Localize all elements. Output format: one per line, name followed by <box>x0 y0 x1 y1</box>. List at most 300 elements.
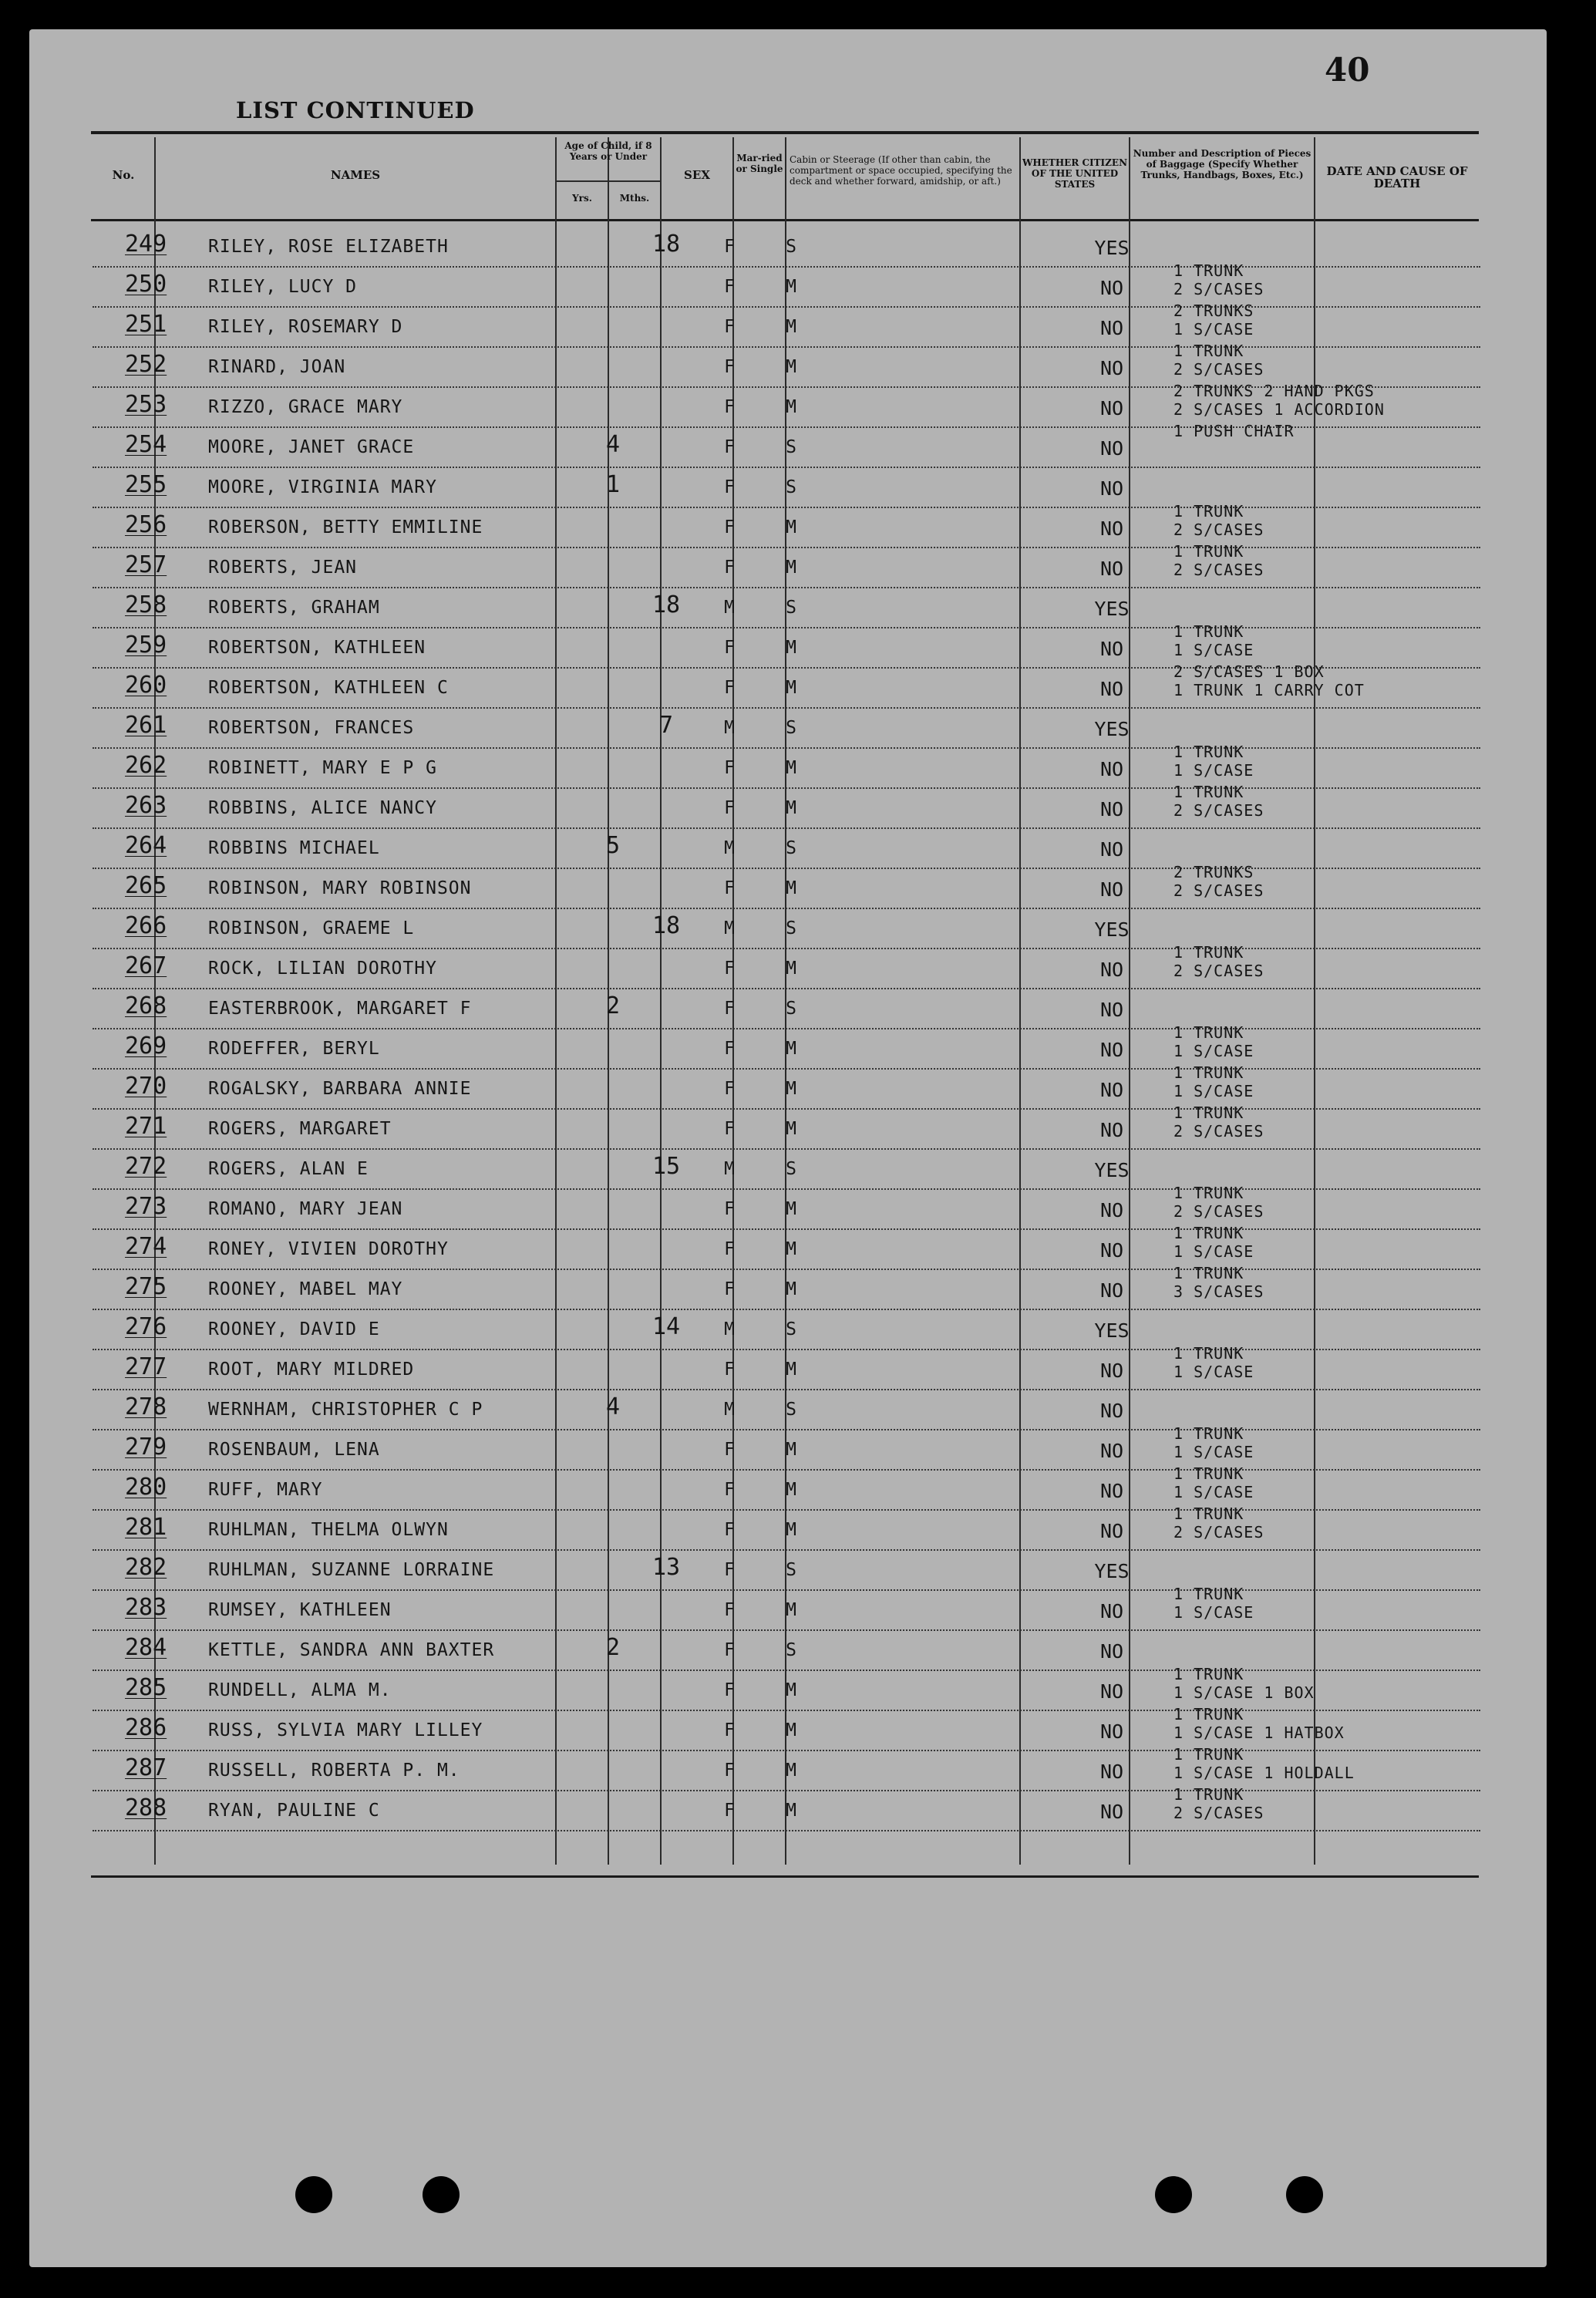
baggage-line: 2 S/CASES <box>1173 360 1264 379</box>
baggage-description <box>1173 1105 1264 1139</box>
marital-status: M <box>786 1520 796 1540</box>
age-years: 5 <box>605 832 621 859</box>
marital-status: M <box>786 878 796 898</box>
passenger-number: 274 <box>125 1233 167 1260</box>
marital-status: S <box>786 598 796 618</box>
citizen-status: NO <box>1099 758 1124 780</box>
baggage-line: 2 S/CASES <box>1173 1804 1264 1822</box>
citizen-status: NO <box>1099 1600 1124 1622</box>
passenger-number: 255 <box>125 471 167 498</box>
passenger-name: KETTLE, SANDRA ANN BAXTER <box>208 1640 495 1660</box>
age-separator <box>557 180 660 182</box>
passenger-number: 264 <box>125 832 167 859</box>
citizen-status: NO <box>1099 638 1124 660</box>
passenger-name: RUNDELL, ALMA M. <box>208 1680 392 1700</box>
baggage-line: 1 TRUNK <box>1173 342 1244 360</box>
marital-status: S <box>786 838 796 858</box>
passenger-name: ROBINSON, GRAEME L <box>208 918 415 938</box>
table-row <box>93 1184 1480 1230</box>
baggage-line: 1 S/CASE 1 BOX <box>1173 1683 1315 1702</box>
passenger-name: MOORE, VIRGINIA MARY <box>208 477 437 497</box>
passenger-name: ROBERTSON, FRANCES <box>208 718 415 738</box>
table-row <box>93 1665 1480 1711</box>
table-row <box>93 1023 1480 1070</box>
citizen-status: NO <box>1099 1761 1124 1783</box>
passenger-number: 265 <box>125 872 167 899</box>
marital-status: M <box>786 1600 796 1620</box>
sex: F <box>724 1720 735 1740</box>
passenger-name: RUMSEY, KATHLEEN <box>208 1600 392 1620</box>
marital-status: M <box>786 638 796 658</box>
table-row <box>93 261 1480 308</box>
sex: M <box>724 918 735 938</box>
passenger-number: 254 <box>125 431 167 458</box>
baggage-description <box>1173 1586 1254 1620</box>
table-bottom-rule <box>91 1875 1479 1878</box>
table-row <box>93 863 1480 909</box>
passenger-name: ROBERTS, JEAN <box>208 558 358 578</box>
passenger-number: 251 <box>125 311 167 338</box>
baggage-description <box>1173 383 1385 417</box>
citizen-status: NO <box>1099 1079 1124 1101</box>
citizen-status: NO <box>1099 437 1124 460</box>
marital-status: M <box>786 397 796 417</box>
passenger-number: 266 <box>125 912 167 939</box>
passenger-name: RUSSELL, ROBERTA P. M. <box>208 1761 460 1781</box>
header-cabin: Cabin or Steerage (If other than cabin, the compartment or space occupied, specifying the deck and whether forward, amidship, or aft.) <box>790 154 1012 187</box>
header-mths: Mths. <box>619 193 650 204</box>
passenger-number: 282 <box>125 1554 167 1581</box>
passenger-name: ROBERTSON, KATHLEEN <box>208 638 426 658</box>
header-married: Mar-ried or Single <box>736 153 783 174</box>
passenger-name: RUHLMAN, SUZANNE LORRAINE <box>208 1560 495 1580</box>
header-baggage: Number and Description of Pieces of Baggage (Specify Whether Trunks, Handbags, Boxes, Etc.) <box>1133 148 1311 180</box>
table-row <box>93 1224 1480 1270</box>
citizen-status: NO <box>1099 1400 1124 1422</box>
baggage-line: 2 S/CASES <box>1173 561 1264 579</box>
sex: F <box>724 1761 735 1781</box>
passenger-name: ROONEY, MABEL MAY <box>208 1279 403 1299</box>
marital-status: M <box>786 558 796 578</box>
table-row <box>93 1344 1480 1390</box>
passenger-name: ROMANO, MARY JEAN <box>208 1199 403 1219</box>
sex: F <box>724 878 735 898</box>
marital-status: S <box>786 237 796 257</box>
marital-status: S <box>786 477 796 497</box>
baggage-description <box>1173 1747 1355 1781</box>
passenger-name: ROBERTSON, KATHLEEN C <box>208 678 449 698</box>
passenger-number: 250 <box>125 271 167 298</box>
table-row <box>93 783 1480 829</box>
citizen-status: NO <box>1099 357 1124 379</box>
sex: F <box>724 1119 735 1139</box>
baggage-line: 1 TRUNK <box>1173 1424 1244 1443</box>
passenger-name: ROBERSON, BETTY EMMILINE <box>208 517 483 537</box>
sex: F <box>724 1360 735 1380</box>
citizen-status: NO <box>1099 1680 1124 1703</box>
baggage-description <box>1173 544 1264 578</box>
baggage-line: 1 S/CASE 1 HOLDALL <box>1173 1764 1355 1782</box>
passenger-name: ROGALSKY, BARBARA ANNIE <box>208 1079 472 1099</box>
baggage-description <box>1173 303 1254 337</box>
baggage-description <box>1173 784 1264 818</box>
table-row <box>93 1549 1480 1591</box>
passenger-name: RUHLMAN, THELMA OLWYN <box>208 1520 449 1540</box>
marital-status: M <box>786 1199 796 1219</box>
baggage-line: 1 TRUNK <box>1173 1104 1244 1122</box>
marital-status: S <box>786 918 796 938</box>
baggage-line: 2 S/CASES <box>1173 521 1264 539</box>
passenger-number: 277 <box>125 1353 167 1380</box>
table-row <box>93 908 1480 949</box>
sex: F <box>724 1640 735 1660</box>
baggage-line: 1 TRUNK <box>1173 542 1244 561</box>
passenger-name: RILEY, ROSEMARY D <box>208 317 403 337</box>
baggage-line: 1 PUSH CHAIR <box>1173 422 1295 440</box>
header-sex: SEX <box>684 168 710 182</box>
passenger-number: 260 <box>125 672 167 699</box>
table-row <box>93 1585 1480 1631</box>
header-top-rule <box>91 131 1479 134</box>
marital-status: M <box>786 1761 796 1781</box>
passenger-name: RILEY, ROSE ELIZABETH <box>208 237 449 257</box>
sex: F <box>724 517 735 537</box>
sex: M <box>724 1319 735 1339</box>
citizen-status: NO <box>1099 1279 1124 1302</box>
citizen-status: YES <box>1094 718 1130 740</box>
baggage-line: 1 TRUNK <box>1173 1504 1244 1523</box>
sex: M <box>724 838 735 858</box>
passenger-number: 253 <box>125 391 167 418</box>
baggage-line: 1 TRUNK <box>1173 1464 1244 1483</box>
baggage-description <box>1173 504 1264 537</box>
passenger-number: 249 <box>125 231 167 258</box>
citizen-status: NO <box>1099 1801 1124 1823</box>
baggage-line: 2 S/CASES <box>1173 280 1264 298</box>
passenger-number: 283 <box>125 1594 167 1621</box>
citizen-status: NO <box>1099 798 1124 820</box>
baggage-description <box>1173 1025 1254 1059</box>
passenger-number: 258 <box>125 591 167 618</box>
age-months: 18 <box>652 912 681 939</box>
sex: M <box>724 1159 735 1179</box>
sex: F <box>724 477 735 497</box>
passenger-number: 257 <box>125 551 167 578</box>
passenger-name: ROBBINS MICHAEL <box>208 838 380 858</box>
citizen-status: NO <box>1099 1440 1124 1462</box>
sex: F <box>724 959 735 979</box>
baggage-description <box>1173 1666 1315 1700</box>
citizen-status: NO <box>1099 277 1124 299</box>
header-no: No. <box>112 168 135 182</box>
table-row <box>93 1705 1480 1751</box>
citizen-status: NO <box>1099 1640 1124 1663</box>
baggage-line: 1 TRUNK <box>1173 783 1244 801</box>
passenger-number: 263 <box>125 792 167 819</box>
passenger-name: RIZZO, GRACE MARY <box>208 397 403 417</box>
table-row <box>93 1464 1480 1511</box>
marital-status: M <box>786 357 796 377</box>
marital-status: S <box>786 718 796 738</box>
baggage-description <box>1173 1466 1254 1500</box>
baggage-line: 1 S/CASE <box>1173 1242 1254 1261</box>
marital-status: M <box>786 1119 796 1139</box>
marital-status: S <box>786 437 796 457</box>
age-years: 1 <box>605 471 621 498</box>
passenger-name: RINARD, JOAN <box>208 357 346 377</box>
sex: M <box>724 718 735 738</box>
table-row <box>93 422 1480 468</box>
baggage-line: 1 TRUNK <box>1173 1264 1244 1282</box>
binder-hole <box>295 2176 332 2213</box>
marital-status: M <box>786 517 796 537</box>
sex: F <box>724 999 735 1019</box>
passenger-number: 286 <box>125 1714 167 1741</box>
baggage-description <box>1173 423 1295 442</box>
baggage-line: 2 S/CASES <box>1173 881 1264 900</box>
header-names: NAMES <box>330 168 381 182</box>
citizen-status: NO <box>1099 999 1124 1021</box>
baggage-description <box>1173 945 1264 979</box>
binder-hole <box>1286 2176 1323 2213</box>
baggage-line: 1 TRUNK <box>1173 1344 1244 1363</box>
baggage-line: 1 S/CASE <box>1173 761 1254 780</box>
page-number: 40 <box>1325 51 1370 89</box>
baggage-description <box>1173 1225 1254 1259</box>
passenger-number: 279 <box>125 1434 167 1461</box>
table-row <box>93 988 1480 1029</box>
table-row <box>93 1745 1480 1791</box>
marital-status: M <box>786 678 796 698</box>
passenger-number: 268 <box>125 992 167 1019</box>
baggage-description <box>1173 1426 1254 1460</box>
sex: M <box>724 1400 735 1420</box>
passenger-number: 285 <box>125 1674 167 1701</box>
baggage-line: 1 S/CASE <box>1173 1363 1254 1381</box>
baggage-line: 1 S/CASE <box>1173 641 1254 659</box>
marital-status: S <box>786 1159 796 1179</box>
passenger-name: ROBBINS, ALICE NANCY <box>208 798 437 818</box>
citizen-status: NO <box>1099 558 1124 580</box>
header-death: DATE AND CAUSE OF DEATH <box>1326 164 1468 190</box>
sex: F <box>724 678 735 698</box>
sex: F <box>724 357 735 377</box>
age-years: 2 <box>605 992 621 1019</box>
sex: F <box>724 317 735 337</box>
sex: F <box>724 1079 735 1099</box>
passenger-number: 262 <box>125 752 167 779</box>
table-row <box>93 1424 1480 1471</box>
citizen-status: NO <box>1099 517 1124 540</box>
table-row <box>93 502 1480 548</box>
header-yrs: Yrs. <box>572 193 592 204</box>
table-row <box>93 1264 1480 1310</box>
marital-status: M <box>786 1680 796 1700</box>
passenger-number: 252 <box>125 351 167 378</box>
baggage-description <box>1173 1506 1264 1540</box>
table-row <box>93 1309 1480 1350</box>
citizen-status: NO <box>1099 838 1124 861</box>
citizen-status: NO <box>1099 1199 1124 1221</box>
citizen-status: YES <box>1094 598 1130 620</box>
passenger-number: 276 <box>125 1313 167 1340</box>
citizen-status: NO <box>1099 1039 1124 1061</box>
marital-status: M <box>786 1039 796 1059</box>
citizen-status: YES <box>1094 237 1130 259</box>
sex: F <box>724 1801 735 1821</box>
age-months: 13 <box>652 1554 681 1581</box>
baggage-line: 1 S/CASE <box>1173 320 1254 339</box>
baggage-line: 1 TRUNK <box>1173 261 1244 280</box>
age-months: 18 <box>652 591 681 618</box>
passenger-number: 269 <box>125 1033 167 1060</box>
baggage-line: 2 S/CASES 1 BOX <box>1173 662 1325 681</box>
passenger-number: 270 <box>125 1073 167 1100</box>
citizen-status: NO <box>1099 317 1124 339</box>
citizen-status: YES <box>1094 918 1130 941</box>
citizen-status: NO <box>1099 1720 1124 1743</box>
header-age: Age of Child, if 8 Years or Under <box>564 140 652 162</box>
sex: F <box>724 1279 735 1299</box>
baggage-description <box>1173 1185 1264 1219</box>
sex: F <box>724 758 735 778</box>
baggage-line: 1 TRUNK <box>1173 502 1244 521</box>
citizen-status: NO <box>1099 1480 1124 1502</box>
header-citizen: WHETHER CITIZEN OF THE UNITED STATES <box>1022 157 1128 190</box>
baggage-line: 1 S/CASE <box>1173 1443 1254 1461</box>
table-row <box>93 226 1480 268</box>
passenger-name: EASTERBROOK, MARGARET F <box>208 999 472 1019</box>
table-row <box>93 943 1480 989</box>
marital-status: S <box>786 1560 796 1580</box>
sex: M <box>724 598 735 618</box>
baggage-line: 1 TRUNK <box>1173 1224 1244 1242</box>
sex: F <box>724 798 735 818</box>
baggage-line: 1 TRUNK <box>1173 1184 1244 1202</box>
marital-status: M <box>786 317 796 337</box>
sex: F <box>724 1680 735 1700</box>
sex: F <box>724 237 735 257</box>
table-row <box>93 587 1480 628</box>
baggage-description <box>1173 263 1264 297</box>
baggage-line: 1 TRUNK <box>1173 743 1244 761</box>
marital-status: M <box>786 1801 796 1821</box>
sex: F <box>724 437 735 457</box>
passenger-number: 288 <box>125 1794 167 1821</box>
age-months: 18 <box>652 231 681 258</box>
passenger-name: ROBINSON, MARY ROBINSON <box>208 878 472 898</box>
passenger-name: RONEY, VIVIEN DOROTHY <box>208 1239 449 1259</box>
passenger-name: WERNHAM, CHRISTOPHER C P <box>208 1400 483 1420</box>
marital-status: M <box>786 1360 796 1380</box>
baggage-description <box>1173 1346 1254 1380</box>
marital-status: S <box>786 1400 796 1420</box>
baggage-line: 1 S/CASE <box>1173 1042 1254 1060</box>
marital-status: M <box>786 1440 796 1460</box>
baggage-description <box>1173 1265 1264 1299</box>
citizen-status: YES <box>1094 1159 1130 1181</box>
baggage-line: 1 TRUNK <box>1173 1023 1244 1042</box>
passenger-name: ROONEY, DAVID E <box>208 1319 380 1339</box>
baggage-line: 1 S/CASE <box>1173 1483 1254 1501</box>
baggage-line: 1 TRUNK <box>1173 1745 1244 1764</box>
passenger-name: ROCK, LILIAN DOROTHY <box>208 959 437 979</box>
passenger-name: ROBINETT, MARY E P G <box>208 758 437 778</box>
baggage-line: 1 TRUNK <box>1173 1705 1244 1724</box>
sex: F <box>724 1440 735 1460</box>
table-row <box>93 707 1480 749</box>
table-row <box>93 1504 1480 1551</box>
sex: F <box>724 1199 735 1219</box>
marital-status: M <box>786 798 796 818</box>
passenger-name: RUSS, SYLVIA MARY LILLEY <box>208 1720 483 1740</box>
table-row <box>93 662 1480 709</box>
age-years: 4 <box>605 431 621 458</box>
baggage-description <box>1173 664 1365 698</box>
citizen-status: NO <box>1099 959 1124 981</box>
sex: F <box>724 1520 735 1540</box>
table-row <box>93 542 1480 588</box>
table-row <box>93 1629 1480 1671</box>
baggage-line: 1 TRUNK <box>1173 1665 1244 1683</box>
passenger-number: 271 <box>125 1113 167 1140</box>
citizen-status: NO <box>1099 878 1124 901</box>
baggage-description <box>1173 1707 1345 1740</box>
marital-status: M <box>786 1239 796 1259</box>
passenger-number: 261 <box>125 712 167 739</box>
passenger-number: 273 <box>125 1193 167 1220</box>
marital-status: M <box>786 1279 796 1299</box>
baggage-line: 3 S/CASES <box>1173 1282 1264 1301</box>
marital-status: M <box>786 277 796 297</box>
passenger-name: ROGERS, MARGARET <box>208 1119 392 1139</box>
citizen-status: YES <box>1094 1560 1130 1582</box>
passenger-number: 284 <box>125 1634 167 1661</box>
baggage-description <box>1173 1787 1264 1821</box>
baggage-line: 2 TRUNKS <box>1173 863 1254 881</box>
passenger-name: RILEY, LUCY D <box>208 277 358 297</box>
age-months: 14 <box>652 1313 681 1340</box>
table-row <box>93 827 1480 869</box>
baggage-line: 1 TRUNK <box>1173 1063 1244 1082</box>
baggage-line: 1 TRUNK <box>1173 1785 1244 1804</box>
passenger-number: 275 <box>125 1273 167 1300</box>
citizen-status: NO <box>1099 477 1124 500</box>
passenger-name: RODEFFER, BERYL <box>208 1039 380 1059</box>
citizen-status: NO <box>1099 397 1124 420</box>
baggage-line: 2 TRUNKS 2 HAND PKGS <box>1173 382 1375 400</box>
sex: F <box>724 1560 735 1580</box>
baggage-line: 1 TRUNK <box>1173 1585 1244 1603</box>
passenger-name: RUFF, MARY <box>208 1480 323 1500</box>
sex: F <box>724 1239 735 1259</box>
passenger-number: 287 <box>125 1754 167 1781</box>
sex: F <box>724 638 735 658</box>
binder-hole <box>423 2176 460 2213</box>
sex: F <box>724 397 735 417</box>
passenger-number: 259 <box>125 632 167 659</box>
table-row <box>93 743 1480 789</box>
table-row <box>93 467 1480 508</box>
baggage-line: 1 TRUNK <box>1173 943 1244 962</box>
passenger-name: ROSENBAUM, LENA <box>208 1440 380 1460</box>
baggage-line: 2 TRUNKS <box>1173 302 1254 320</box>
baggage-description <box>1173 343 1264 377</box>
citizen-status: NO <box>1099 678 1124 700</box>
passenger-name: MOORE, JANET GRACE <box>208 437 415 457</box>
sex: F <box>724 1039 735 1059</box>
age-years: 2 <box>605 1634 621 1661</box>
